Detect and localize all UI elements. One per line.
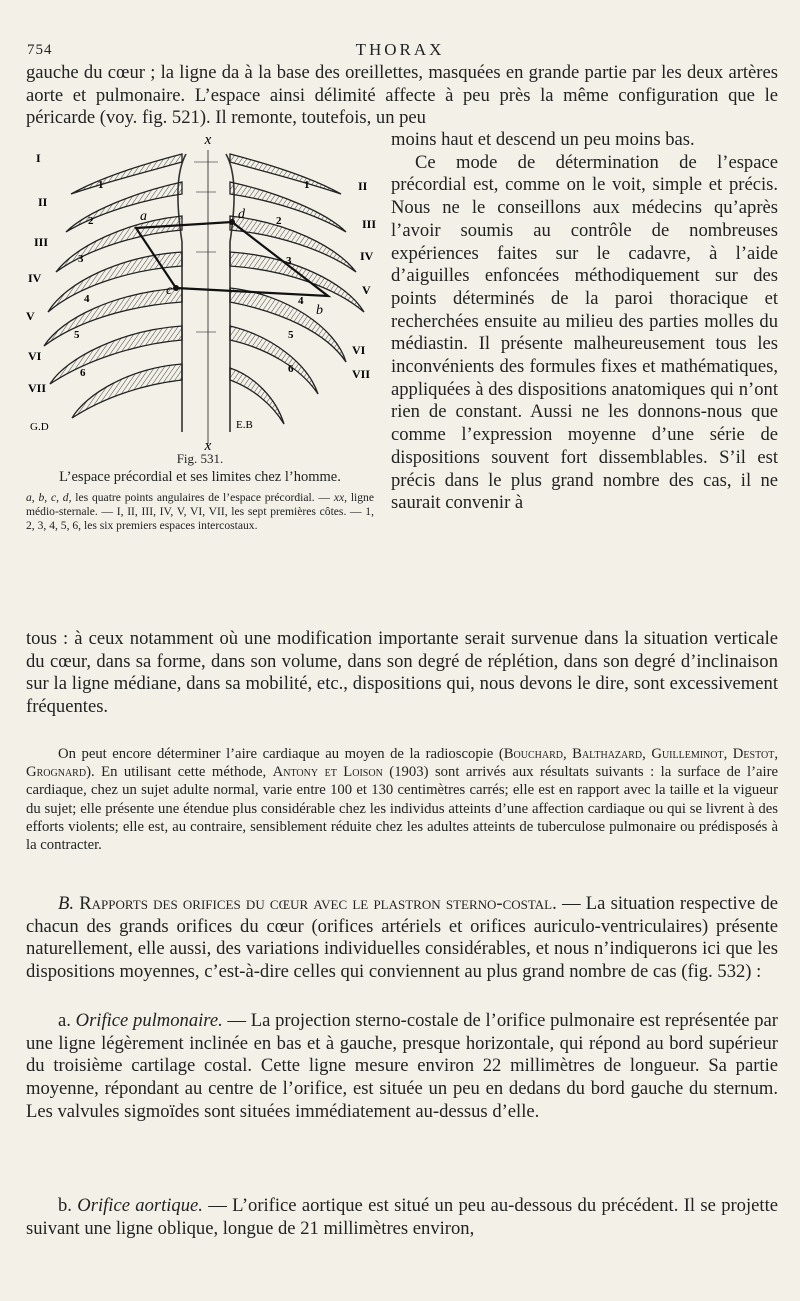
roman-left-4: IV [28, 271, 42, 285]
roman-right-7: VII [352, 367, 371, 381]
figure-precordial-drawing [26, 132, 377, 454]
digit-left-2: 2 [88, 215, 94, 227]
figure-number: Fig. 531. [176, 451, 224, 466]
roman-right-3: III [362, 217, 377, 231]
legend-text-1: les quatre points angulaires de l’espace précordial. — [71, 491, 334, 504]
section-B-text: La situation respective de chacun des grands orifices du cœur (orifices artériels et orifices auriculo-ventriculaires) présente naturellement, elle aussi, des variations individuelles considérables, et nous n’indiquerons ici que les dispositions moyennes, c’est-à-dire celles qui conviennent au plus grand nombre de cas (fig. 532) : [26, 893, 779, 983]
roman-right-6: VI [352, 343, 366, 357]
ribs-right [230, 154, 364, 424]
roman-left [26, 151, 48, 395]
small-text-1: On peut encore déterminer l’aire cardiaque au moyen de la radioscopie ( [58, 746, 504, 762]
digit-right-6: 6 [288, 363, 294, 375]
label-d: d [238, 207, 245, 222]
roman-left-5: V [26, 309, 35, 323]
section-a-label: a. [58, 1010, 71, 1031]
roman-left-3: III [34, 235, 49, 249]
legend-letters: a, b, c, d, [26, 491, 72, 504]
legend-xx: xx, [333, 491, 348, 504]
digit-left-3: 3 [78, 253, 84, 265]
label-c: c [166, 283, 173, 298]
digit-right-3: 3 [286, 255, 292, 267]
label-x-bottom: x [204, 438, 212, 454]
small-names-1: Bouchard, Balthazard, Guilleminot, Destot, Grognard [26, 746, 778, 781]
figure-531 [26, 132, 377, 610]
label-eb: E.B [236, 419, 253, 431]
digit-left-5: 5 [74, 329, 80, 341]
paragraph-continuation: tous : à ceux notamment où une modification importante serait survenue dans la situation verticale du cœur, dans sa forme, dans son volume, dans son degré de réplétion, dans son degré d’inclinaison sur la ligne médiane, dans sa mobilité, etc., dispositions qui, nous devons le dire, sont excessivement fréquentes. [26, 628, 778, 718]
section-b-label: b. [58, 1195, 72, 1216]
paragraph-right-2: Ce mode de détermination de l’espace précordial est, comme on le voit, simple et précis. Nous ne le conseillons aux médecins qu’après l’avoir soumis au contrôle de nombreuses expériences faites sur le cadavre, à l’aide d’aiguilles enfoncées méthodiquement sur des points déterminés de la paroi thoracique et recherchées ensuite au milieu des parties molles du médiastin. Il présente malheureusement tous les inconvénients des formules fixes et mathématiques, appliquées à des dispositions anatomiques qui n’ont rien de constant. Aussi ne les donnons-nous que comme l’expression moyenne d’une série de dispositions souvent fort dissemblables. S’il est précis dans le plus grand nombre des cas, il ne saurait convenir à [391, 151, 778, 514]
section-B-heading: Rapports des orifices du cœur avec le plastron sterno-costal. [79, 893, 557, 914]
sternum [178, 154, 234, 432]
small-text-3: (1903) sont arrivés aux résultats suivants : la surface de l’aire cardiaque, chez un sujet adulte normal, varie entre 100 et 130 centimètres carrés; elle est en rapport avec la taille et la vigueur du sujet; elle présente une étendue plus considérable chez les individus atteints d’une affection cardiaque ou qui se livrent à des efforts violents; elle est, au contraire, sensiblement réduite chez les adultes atteints de tuberculose pulmonaire ou prédisposés à la contracter. [26, 764, 778, 854]
small-names-2: Antony et Loison [272, 764, 383, 781]
roman-right-4: IV [360, 249, 374, 263]
roman-right-5: V [362, 283, 371, 297]
running-title: THORAX [355, 40, 445, 59]
paragraph-intro: gauche du cœur ; la ligne da à la base des oreillettes, masquées en grande partie par les deux artères aorte et pulmonaire. L’espace ainsi délimité affecte à peu près la même configuration que le péricarde (voy. fig. 521). Il remonte, toutefois, un peu [26, 62, 778, 129]
section-a-heading: Orifice pulmonaire. [75, 1010, 223, 1031]
paragraph-right-1: moins haut et descend un peu moins bas. [391, 129, 695, 150]
roman-right-2: II [358, 179, 368, 193]
running-head [0, 36, 800, 60]
section-a-text: — La projection sterno-costale de l’orifice pulmonaire est représentée par une ligne légèrement inclinée en bas et à gauche, presque horizontale, qui répond au bord supérieur du troisième cartilage costal. Cette ligne mesure environ 22 millimètres de longueur. Sa partie moyenne, répondant au centre de l’orifice, est située un peu en dedans du bord gauche du sternum. Les valvules sigmoïdes sont situées immédiatement au-dessus d’elle. [26, 1010, 778, 1122]
small-text-2: ). En utilisant cette méthode, [86, 764, 273, 781]
roman-left-7: VII [28, 381, 47, 395]
label-gd: G.D [30, 421, 49, 433]
roman-left-2: II [38, 195, 48, 209]
digit-right-5: 5 [288, 329, 294, 341]
figure-title: L’espace précordial et ses limites chez l’homme. [59, 469, 341, 485]
paragraph-radioscopy [26, 745, 778, 854]
digit-right-4: 4 [298, 295, 304, 307]
label-x-top: x [204, 132, 212, 148]
digit-left-6: 6 [80, 367, 86, 379]
section-B-label: B. [58, 893, 75, 914]
digit-left-1: 1 [98, 179, 104, 191]
section-b-heading: Orifice aortique. [77, 1195, 203, 1216]
digit-right-2: 2 [276, 215, 282, 227]
digit-right-1: 1 [304, 179, 310, 191]
roman-left-1: I [36, 151, 41, 165]
roman-right [352, 179, 376, 381]
section-B [26, 893, 778, 984]
digit-left-4: 4 [84, 293, 90, 305]
label-a: a [140, 209, 147, 224]
ribs-left [44, 154, 182, 418]
label-b: b [316, 303, 323, 318]
right-column [391, 129, 778, 515]
section-a [26, 1010, 778, 1124]
section-b-text: — L’orifice aortique est situé un peu au-dessous du précédent. Il se projette suivant une ligne oblique, longue de 21 millimètres environ, [26, 1195, 778, 1239]
section-b [26, 1195, 778, 1240]
roman-left-6: VI [28, 349, 42, 363]
legend-text-2: ligne médio-sternale. — I, II, III, IV, V, VI, VII, les sept premières côtes. — 1, 2, 3, 4, 5, 6, les six premiers espaces intercostaux. [26, 491, 374, 533]
section-B-dash: — [556, 893, 586, 914]
page-number: 754 [27, 42, 53, 58]
figure-legend [26, 491, 374, 534]
